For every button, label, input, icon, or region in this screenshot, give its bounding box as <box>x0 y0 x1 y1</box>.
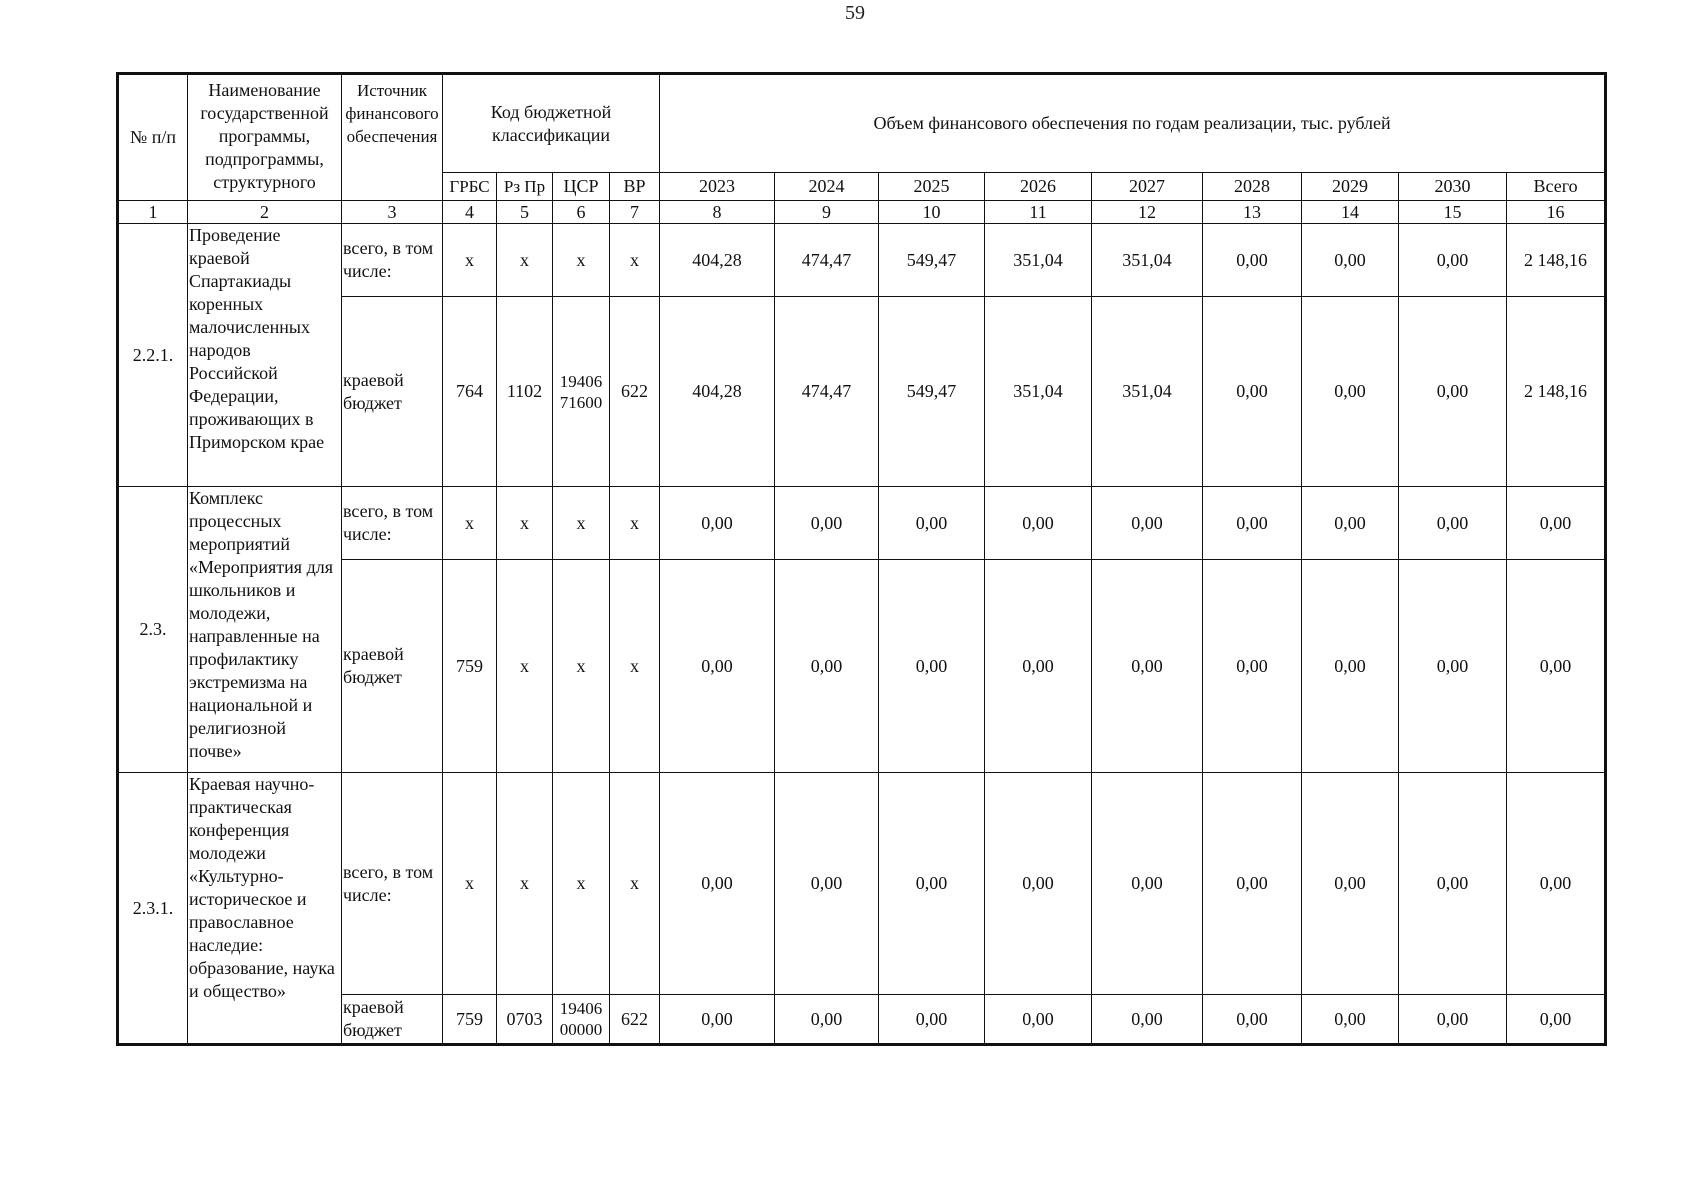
table-row <box>118 773 1606 995</box>
cell-grbs: х <box>443 487 497 560</box>
cell-value: 549,47 <box>879 297 985 487</box>
cell-value: 0,00 <box>660 560 775 773</box>
row-name: Комплекс процессных мероприятий «Мероприятия для школьников и молодежи, направленные на профилактику экстремизма на национальной и религиозной почве» <box>188 487 342 773</box>
cell-value: 0,00 <box>985 487 1092 560</box>
budget-table <box>116 72 1607 1046</box>
cell-total: 0,00 <box>1507 560 1606 773</box>
table-row <box>118 297 1606 487</box>
cell-value: 404,28 <box>660 224 775 297</box>
cell-csr <box>553 297 610 487</box>
column-number: 15 <box>1399 201 1507 224</box>
cell-rzpr: 0703 <box>497 995 553 1045</box>
cell-grbs: х <box>443 773 497 995</box>
cell-csr: х <box>553 224 610 297</box>
column-number-row <box>118 201 1606 224</box>
cell-value: 0,00 <box>775 773 879 995</box>
cell-total: 0,00 <box>1507 487 1606 560</box>
cell-grbs: 759 <box>443 995 497 1045</box>
column-number: 9 <box>775 201 879 224</box>
header-name: Наименование государственной программы, подпрограммы, структурного <box>188 74 342 201</box>
cell-value: 0,00 <box>1399 487 1507 560</box>
header-volume: Объем финансового обеспечения по годам реализации, тыс. рублей <box>660 74 1606 173</box>
cell-value: 0,00 <box>1092 773 1203 995</box>
cell-value: 351,04 <box>985 297 1092 487</box>
table-row <box>118 487 1606 560</box>
table-body <box>118 224 1606 1045</box>
header-year-2025: 2025 <box>879 173 985 201</box>
cell-grbs: х <box>443 224 497 297</box>
column-number: 10 <box>879 201 985 224</box>
column-number: 13 <box>1203 201 1302 224</box>
column-number: 2 <box>188 201 342 224</box>
cell-value: 0,00 <box>1203 224 1302 297</box>
table-row <box>118 560 1606 773</box>
cell-total: 0,00 <box>1507 995 1606 1045</box>
cell-value: 0,00 <box>1302 995 1399 1045</box>
cell-vr: 622 <box>610 995 660 1045</box>
page-number: 59 <box>845 2 865 24</box>
cell-rzpr: 1102 <box>497 297 553 487</box>
cell-value: 474,47 <box>775 297 879 487</box>
cell-value: 0,00 <box>985 995 1092 1045</box>
cell-value: 0,00 <box>1302 773 1399 995</box>
column-number: 14 <box>1302 201 1399 224</box>
cell-rzpr: х <box>497 224 553 297</box>
cell-grbs: 759 <box>443 560 497 773</box>
cell-value: 404,28 <box>660 297 775 487</box>
header-year-2027: 2027 <box>1092 173 1203 201</box>
cell-total: 0,00 <box>1507 773 1606 995</box>
row-source: краевой бюджет <box>342 560 443 773</box>
cell-vr: 622 <box>610 297 660 487</box>
column-number: 8 <box>660 201 775 224</box>
cell-value: 0,00 <box>985 560 1092 773</box>
cell-value: 0,00 <box>1302 224 1399 297</box>
cell-value: 0,00 <box>1203 773 1302 995</box>
cell-total: 2 148,16 <box>1507 297 1606 487</box>
cell-value: 0,00 <box>1302 560 1399 773</box>
header-source: Источник финансового обеспечения <box>342 74 443 201</box>
cell-value: 0,00 <box>1092 560 1203 773</box>
cell-vr: х <box>610 560 660 773</box>
header-total: Всего <box>1507 173 1606 201</box>
cell-value: 0,00 <box>775 995 879 1045</box>
column-number: 12 <box>1092 201 1203 224</box>
cell-value: 0,00 <box>1399 995 1507 1045</box>
header-grbs: ГРБС <box>443 173 497 201</box>
cell-value: 0,00 <box>775 487 879 560</box>
column-number: 3 <box>342 201 443 224</box>
row-source: краевой бюджет <box>342 297 443 487</box>
header-vr: ВР <box>610 173 660 201</box>
row-number: 2.3. <box>118 487 188 773</box>
row-source: всего, в том числе: <box>342 224 443 297</box>
header-year-2029: 2029 <box>1302 173 1399 201</box>
cell-csr: х <box>553 773 610 995</box>
cell-value: 0,00 <box>1302 297 1399 487</box>
table-row <box>118 995 1606 1045</box>
cell-value: 0,00 <box>660 995 775 1045</box>
cell-vr: х <box>610 487 660 560</box>
cell-csr: х <box>553 560 610 773</box>
cell-value: 0,00 <box>660 773 775 995</box>
row-source: всего, в том числе: <box>342 773 443 995</box>
header-year-2028: 2028 <box>1203 173 1302 201</box>
row-source: краевой бюджет <box>342 995 443 1045</box>
column-number: 16 <box>1507 201 1606 224</box>
cell-value: 474,47 <box>775 224 879 297</box>
header-year-2024: 2024 <box>775 173 879 201</box>
column-number: 7 <box>610 201 660 224</box>
cell-value: 0,00 <box>879 487 985 560</box>
csr-code: 1940671600 <box>559 371 603 412</box>
cell-value: 0,00 <box>1302 487 1399 560</box>
cell-value: 0,00 <box>879 995 985 1045</box>
header-rzpr: Рз Пр <box>497 173 553 201</box>
cell-value: 0,00 <box>1203 560 1302 773</box>
cell-value: 0,00 <box>1399 297 1507 487</box>
cell-rzpr: х <box>497 487 553 560</box>
cell-csr <box>553 995 610 1045</box>
table-header <box>118 74 1606 224</box>
cell-vr: х <box>610 773 660 995</box>
row-number: 2.3.1. <box>118 773 188 1045</box>
cell-value: 0,00 <box>1399 560 1507 773</box>
cell-value: 0,00 <box>985 773 1092 995</box>
cell-value: 0,00 <box>775 560 879 773</box>
row-source: всего, в том числе: <box>342 487 443 560</box>
cell-grbs: 764 <box>443 297 497 487</box>
column-number: 5 <box>497 201 553 224</box>
cell-rzpr: х <box>497 773 553 995</box>
row-name: Краевая научно-практическая конференция молодежи «Культурно-историческое и православное наследие: образование, наука и общество» <box>188 773 342 1045</box>
header-num: № п/п <box>118 74 188 201</box>
cell-total: 2 148,16 <box>1507 224 1606 297</box>
cell-rzpr: х <box>497 560 553 773</box>
cell-value: 0,00 <box>1399 773 1507 995</box>
header-year-2023: 2023 <box>660 173 775 201</box>
cell-value: 0,00 <box>1203 487 1302 560</box>
row-name: Проведение краевой Спартакиады коренных малочисленных народов Российской Федерации, проживающих в Приморском крае <box>188 224 342 487</box>
row-number: 2.2.1. <box>118 224 188 487</box>
cell-value: 0,00 <box>1203 995 1302 1045</box>
column-number: 1 <box>118 201 188 224</box>
cell-value: 351,04 <box>1092 297 1203 487</box>
header-kbk: Код бюджетной классификации <box>443 74 660 173</box>
cell-value: 0,00 <box>879 560 985 773</box>
header-csr: ЦСР <box>553 173 610 201</box>
cell-value: 351,04 <box>985 224 1092 297</box>
cell-value: 549,47 <box>879 224 985 297</box>
header-year-2026: 2026 <box>985 173 1092 201</box>
cell-value: 0,00 <box>1092 995 1203 1045</box>
column-number: 4 <box>443 201 497 224</box>
cell-value: 0,00 <box>879 773 985 995</box>
header-year-2030: 2030 <box>1399 173 1507 201</box>
cell-value: 0,00 <box>660 487 775 560</box>
cell-value: 0,00 <box>1092 487 1203 560</box>
cell-value: 0,00 <box>1399 224 1507 297</box>
cell-vr: х <box>610 224 660 297</box>
cell-value: 0,00 <box>1203 297 1302 487</box>
cell-value: 351,04 <box>1092 224 1203 297</box>
csr-code: 1940600000 <box>559 999 603 1039</box>
column-number: 11 <box>985 201 1092 224</box>
table-row <box>118 224 1606 297</box>
cell-csr: х <box>553 487 610 560</box>
column-number: 6 <box>553 201 610 224</box>
